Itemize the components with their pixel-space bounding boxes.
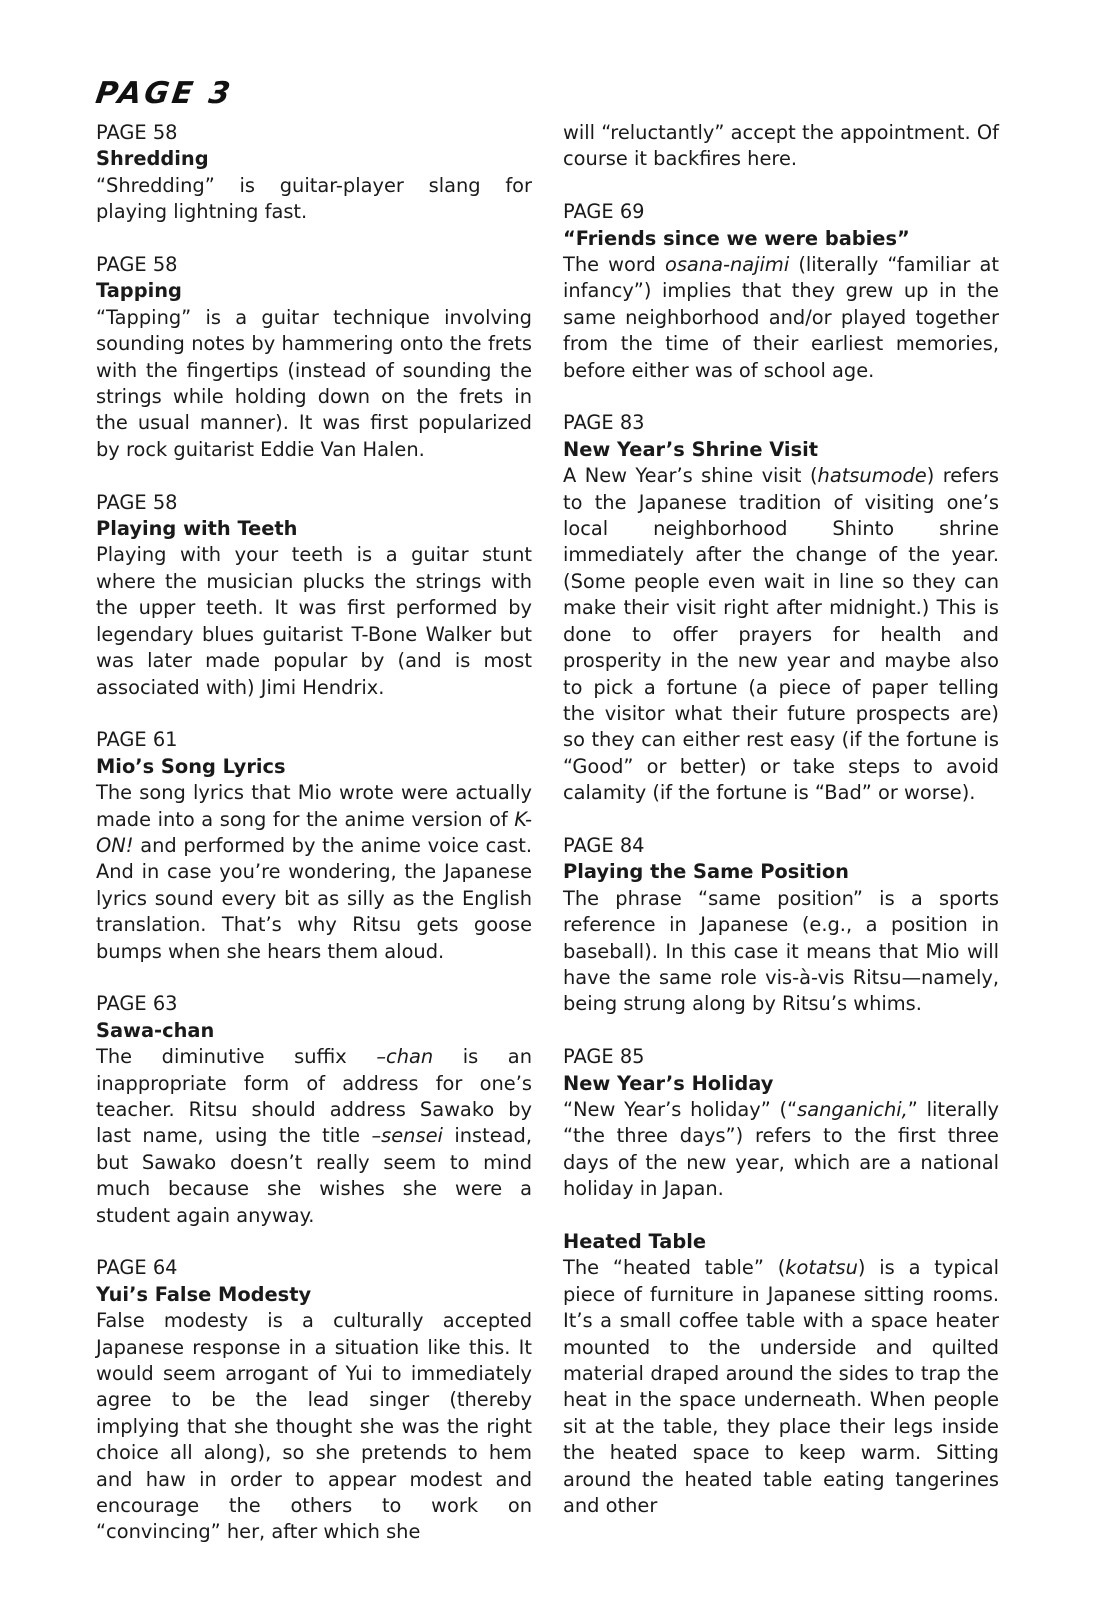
entry-heading: Shredding — [96, 147, 209, 171]
page-label: PAGE 3 — [93, 76, 236, 111]
glossary-entry — [96, 991, 532, 1229]
glossary-entry — [96, 727, 532, 965]
entry-heading: Playing the Same Position — [563, 860, 849, 884]
entry-heading: Yui’s False Modesty — [96, 1282, 312, 1306]
glossary-entry — [96, 252, 532, 463]
entry-body — [96, 1044, 532, 1229]
right-column — [563, 120, 999, 1546]
body-text: A New Year’s shine visit ( — [563, 464, 818, 488]
page-reference: PAGE 84 — [563, 833, 645, 857]
body-text: is an inappropriate form of address for one’s teacher. Ritsu should address Sawako by last name, using the title — [96, 1045, 532, 1148]
glossary-entry — [96, 120, 532, 226]
glossary-entry — [96, 490, 532, 701]
italic-term: –chan — [376, 1045, 434, 1069]
body-text: “New Year’s holiday” (“ — [563, 1097, 798, 1121]
page-reference: PAGE 83 — [563, 411, 645, 435]
page-reference: PAGE 64 — [96, 1256, 178, 1280]
body-text: (literally “familiar at infancy”) implies that they grew up in the same neighborhood and/or played together from the time of their earliest memories, before either was of school age. — [563, 253, 999, 382]
italic-term: hatsumode — [817, 464, 927, 488]
page-reference: PAGE 58 — [96, 490, 178, 514]
body-text: The diminutive suffix — [96, 1045, 377, 1069]
body-text: instead, but Sawako doesn’t really seem to mind much because she wishes she were a student again anyway. — [96, 1124, 532, 1227]
body-text: ” literally “the three days”) refers to the first three days of the new year, which are a national holiday in Japan. — [563, 1097, 999, 1201]
entry-body — [96, 173, 532, 226]
entry-body — [563, 463, 999, 806]
entry-body — [96, 305, 532, 463]
entry-body — [96, 1308, 532, 1546]
page-reference: PAGE 61 — [96, 728, 178, 752]
entry-body — [563, 1097, 999, 1203]
page-reference: PAGE 69 — [563, 200, 645, 224]
entry-heading: Sawa-chan — [96, 1018, 215, 1042]
glossary-entry — [96, 1255, 532, 1545]
body-text: False modesty is a culturally accepted Japanese response in a situation like this. It would seem arrogant of Yui to immediately agree to be the lead singer (thereby implying that she thought she was the right choice all along), so she pretends to hem and haw in order to appear modest and encourage the others to work on “convincing” her, after which she — [96, 1309, 532, 1544]
body-text: and performed by the anime voice cast. And in case you’re wondering, the Japanese lyrics sound every bit as silly as the English translation. That’s why Ritsu gets goose bumps when she hears them aloud. — [96, 833, 532, 963]
body-text: ) refers to the Japanese tradition of visiting one’s local neighborhood Shinto shrine immediately after the change of the year. (Some people even wait in line so they can make their visit right after midnight.) This is done to offer prayers for health and prosperity in the new year and maybe also to pick a fortune (a piece of paper telling the visitor what their future prospects are) so they can either rest easy (if the fortune is “Good” or better) or take steps to avoid calamity (if the fortune is “Bad” or worse). — [563, 464, 999, 805]
entry-heading: New Year’s Holiday — [563, 1071, 774, 1095]
entry-heading: Playing with Teeth — [96, 517, 298, 541]
italic-term: osana-najimi — [664, 253, 790, 277]
italic-term: kotatsu — [785, 1256, 858, 1280]
entry-body — [563, 886, 999, 1018]
entry-body — [96, 780, 532, 965]
entry-heading: Mio’s Song Lyrics — [96, 754, 286, 778]
italic-term: –sensei — [371, 1124, 443, 1148]
glossary-entry — [563, 410, 999, 806]
entry-heading: “Friends since we were babies” — [563, 226, 910, 250]
body-text: The song lyrics that Mio wrote were actually made into a song for the anime version of — [96, 781, 532, 831]
continuation-text: will “reluctantly” accept the appointment. Of course it backfires here. — [563, 121, 999, 171]
body-text: The word — [563, 253, 665, 277]
italic-term: K-ON! — [96, 807, 532, 857]
entry-heading: New Year’s Shrine Visit — [563, 437, 819, 461]
glossary-entry — [563, 1229, 999, 1519]
body-text: The phrase “same position” is a sports reference in Japanese (e.g., a position in baseball). In this case it means that Mio will have the same role vis-à-vis Ritsu—namely, being strung along by Ritsu’s whims. — [563, 886, 999, 1016]
entry-heading: Tapping — [96, 279, 182, 303]
entry-body — [563, 1255, 999, 1519]
page-reference: PAGE 85 — [563, 1045, 645, 1069]
page-reference: PAGE 58 — [96, 253, 178, 277]
body-text: Playing with your teeth is a guitar stunt where the musician plucks the strings with the upper teeth. It was first performed by legendary blues guitarist T-Bone Walker but was later made popular by (and is most associated with) Jimi Hendrix. — [96, 543, 532, 699]
glossary-entry — [563, 199, 999, 384]
page-reference: PAGE 58 — [96, 121, 178, 144]
body-text: “Tapping” is a guitar technique involving sounding notes by hammering onto the frets with the fingertips (instead of sounding the strings while holding down on the frets in the usual manner). It was first popularized by rock guitarist Eddie Van Halen. — [96, 305, 532, 461]
italic-term: sanganichi, — [797, 1097, 908, 1121]
glossary-entry — [563, 1044, 999, 1202]
page-reference: PAGE 63 — [96, 992, 178, 1016]
body-text: ) is a typical piece of furniture in Japanese sitting rooms. It’s a small coffee table with a space heater mounted to the underside and quilted material draped around the sides to trap the heat in the space underneath. When people sit at the table, they place their legs inside the heated space to keep warm. Sitting around the heated table eating tangerines and other — [563, 1256, 1000, 1518]
entry-heading: Heated Table — [563, 1229, 707, 1253]
body-text: The “heated table” ( — [563, 1256, 786, 1280]
entry-body — [563, 252, 999, 384]
body-text: “Shredding” is guitar-player slang for playing lightning fast. — [96, 173, 532, 224]
left-column — [96, 120, 532, 1572]
entry-body — [96, 542, 532, 700]
glossary-entry — [563, 833, 999, 1018]
